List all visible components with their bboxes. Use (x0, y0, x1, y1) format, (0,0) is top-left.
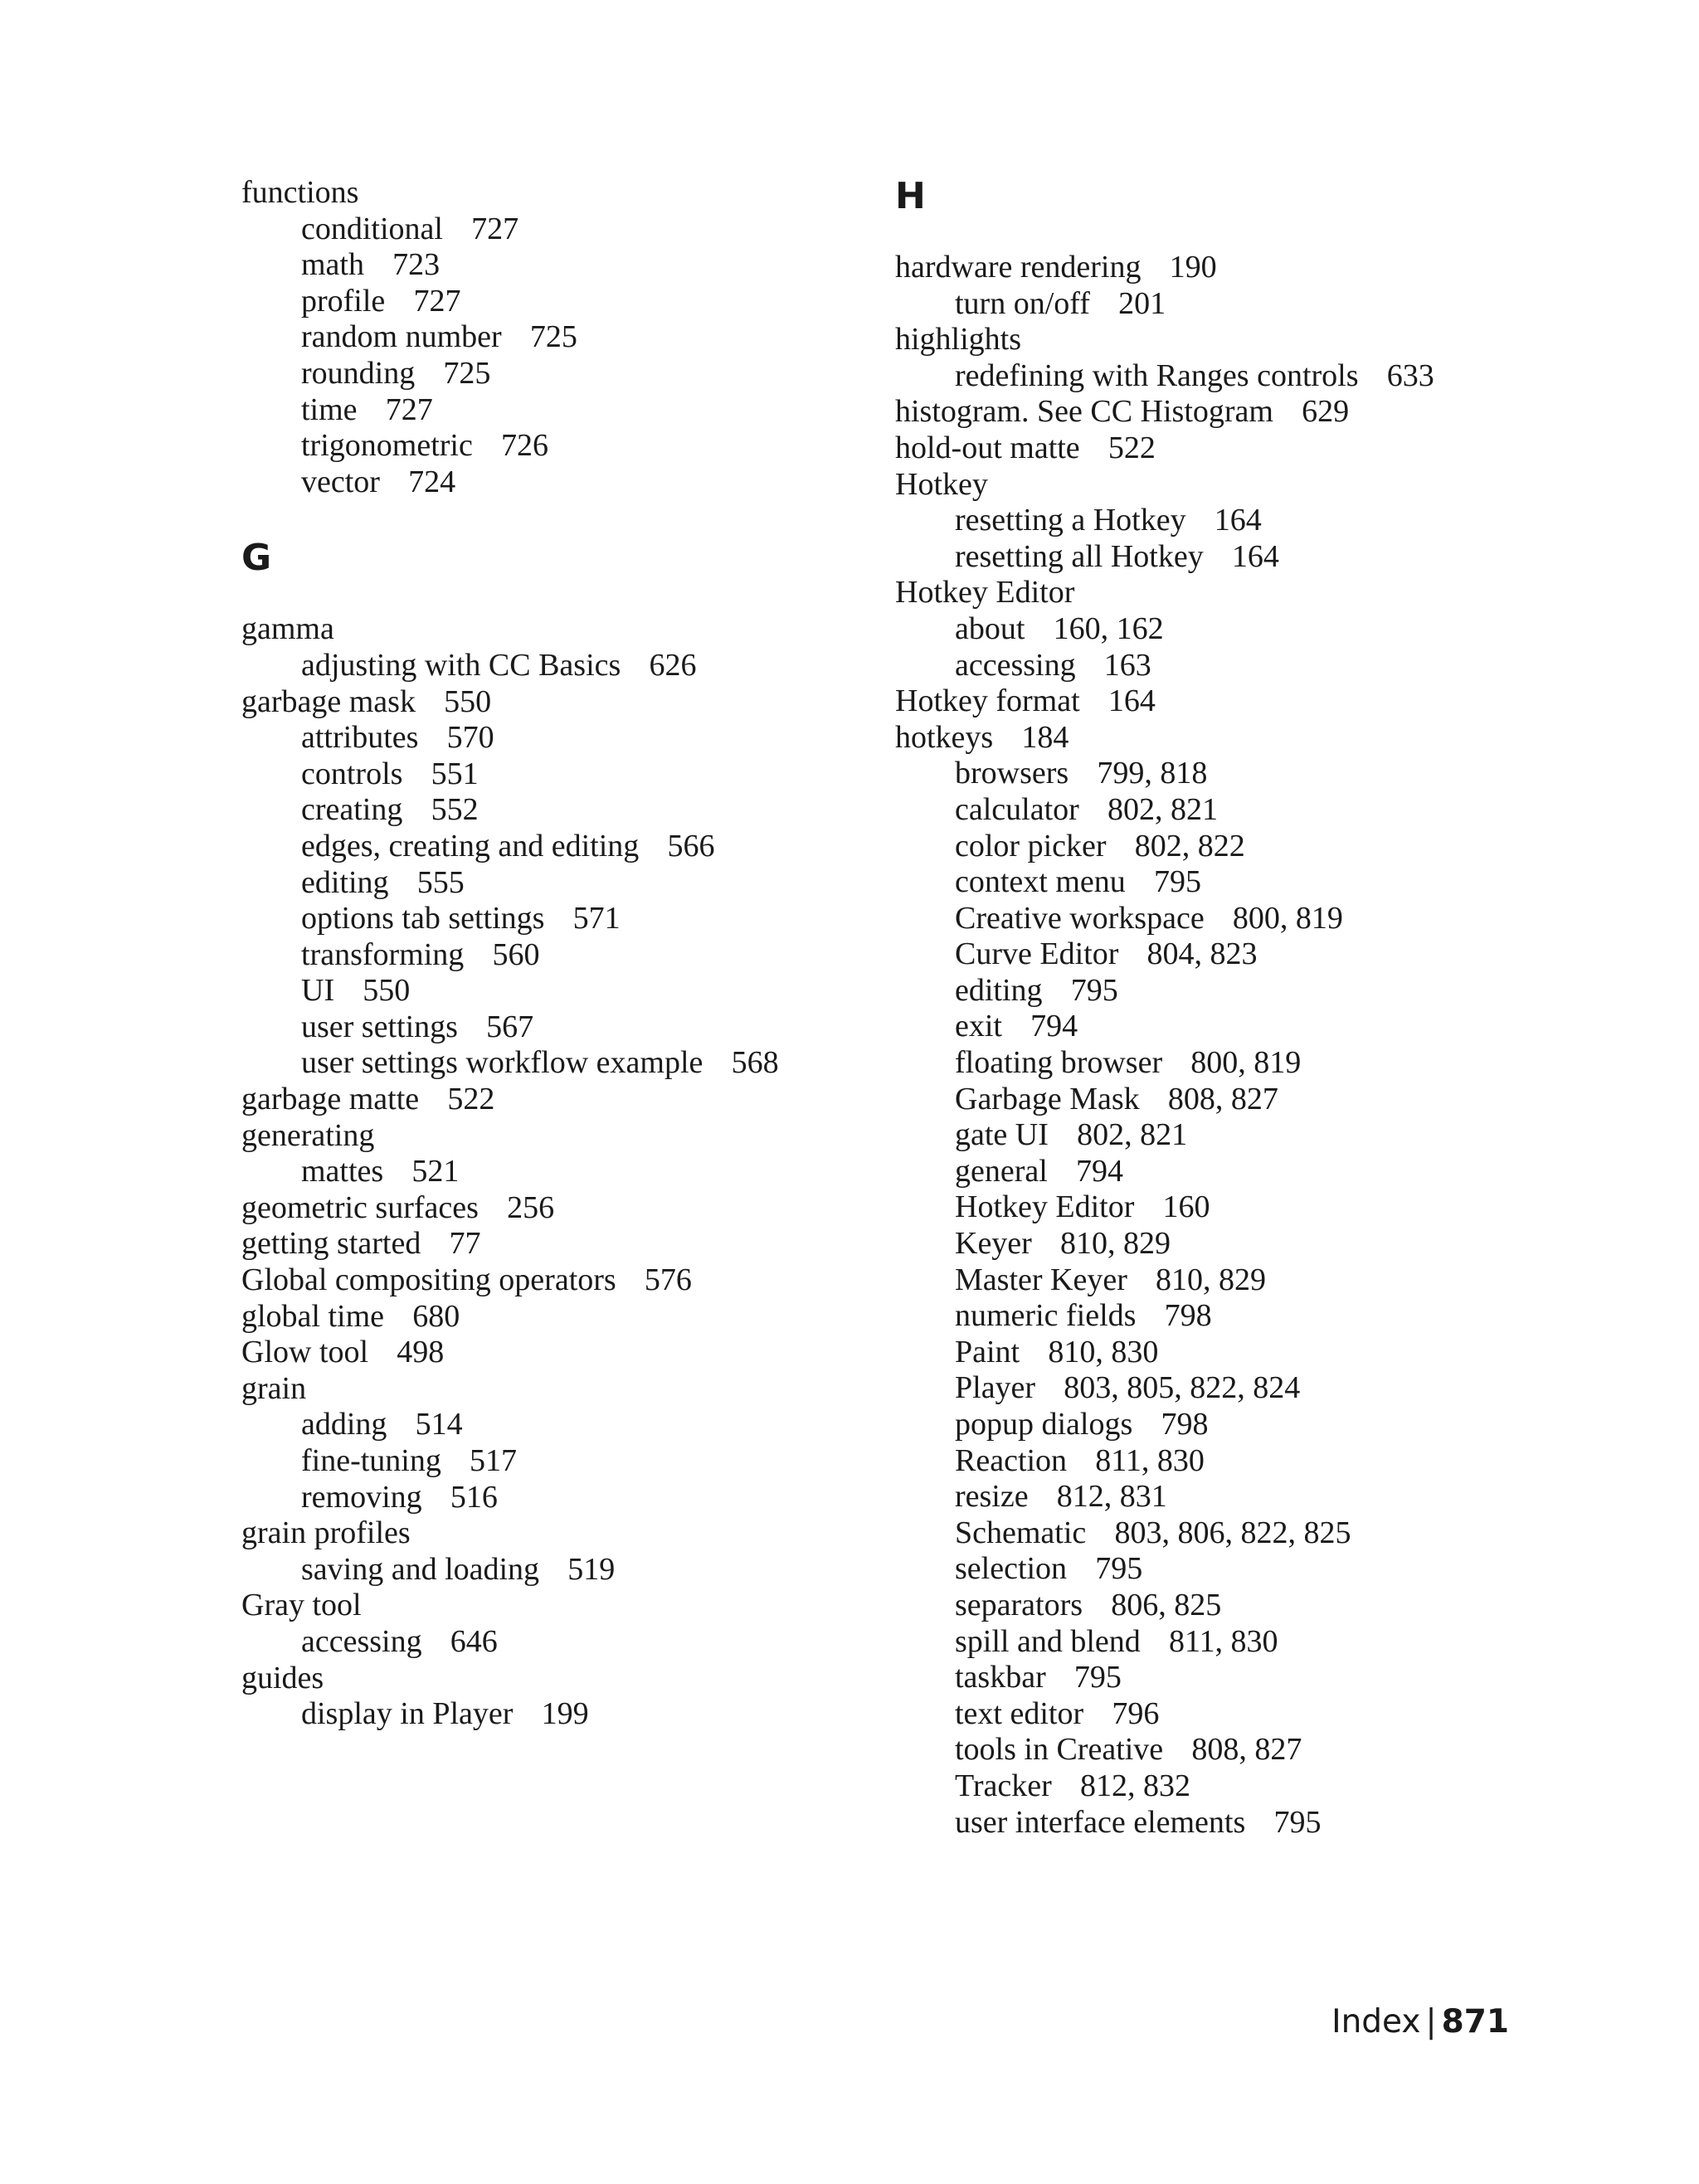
index-subentry (895, 358, 1526, 395)
entry-term: calculator (955, 791, 1079, 827)
entry-pages: 164 (1231, 538, 1279, 574)
entry-term: redefining with Ranges controls (955, 358, 1359, 393)
index-entry (895, 394, 1526, 430)
entry-pages: 190 (1169, 250, 1217, 285)
entry-term: accessing (301, 1623, 422, 1659)
entry-term: spill and blend (955, 1623, 1141, 1659)
entry-term: rounding (301, 355, 416, 391)
entry-pages: 726 (501, 428, 549, 464)
entry-term: edges, creating and editing (301, 828, 640, 863)
entry-pages: 522 (447, 1082, 495, 1117)
index-subentry (895, 973, 1526, 1009)
index-subentry (895, 829, 1526, 865)
entry-term: geometric surfaces (241, 1189, 479, 1225)
entry-term: math (301, 247, 364, 283)
entry-pages: 725 (443, 355, 491, 391)
entry-pages: 160, 162 (1053, 610, 1164, 646)
index-subentry (895, 1732, 1526, 1768)
index-subentry (895, 611, 1526, 648)
index-subentry (895, 539, 1526, 576)
index-entry (241, 175, 872, 212)
entry-pages: 812, 832 (1079, 1768, 1190, 1803)
entry-term: user settings workflow example (301, 1045, 703, 1081)
index-subentry (895, 756, 1526, 792)
entry-pages: 804, 823 (1146, 936, 1258, 972)
entry-term: trigonometric (301, 428, 473, 464)
index-subentry (895, 1189, 1526, 1226)
index-entry (241, 611, 872, 648)
entry-term: Creative workspace (955, 900, 1205, 936)
index-entry (241, 1226, 872, 1262)
entry-pages: 810, 830 (1048, 1334, 1159, 1369)
entry-term: random number (301, 319, 502, 355)
entry-pages: 794 (1076, 1153, 1123, 1189)
index-subentry (241, 392, 872, 429)
entry-term: user interface elements (955, 1804, 1246, 1840)
entry-term: guides (241, 1660, 324, 1695)
index-entries-g (241, 611, 872, 1732)
entry-term: Paint (955, 1334, 1020, 1369)
footer-label: Index (1331, 2003, 1421, 2041)
index-subentry (895, 1262, 1526, 1299)
index-subentry (241, 1552, 872, 1588)
entry-pages: 516 (450, 1479, 498, 1515)
index-subentry (895, 1624, 1526, 1661)
entry-pages: 522 (1108, 430, 1156, 465)
index-subentry (241, 284, 872, 320)
entry-pages: 811, 830 (1168, 1623, 1278, 1659)
index-subentry (241, 865, 872, 902)
entry-term: about (955, 610, 1025, 646)
entry-term: global time (241, 1298, 385, 1334)
entry-pages: 633 (1386, 358, 1434, 393)
entry-pages: 798 (1164, 1298, 1212, 1334)
entry-pages: 806, 825 (1111, 1587, 1222, 1622)
entry-term: creating (301, 792, 403, 828)
page-number: 871 (1441, 2003, 1509, 2041)
index-subentry (895, 1045, 1526, 1082)
entry-pages: 795 (1073, 1660, 1122, 1695)
entry-pages: 552 (431, 792, 479, 828)
entry-term: getting started (241, 1226, 421, 1262)
entry-pages: 160 (1162, 1189, 1210, 1225)
index-subentry (895, 1588, 1526, 1624)
index-subentry (241, 937, 872, 974)
entry-pages: 727 (471, 211, 519, 246)
entry-pages: 810, 829 (1060, 1226, 1171, 1262)
entry-term: resize (955, 1479, 1029, 1515)
entry-term: selection (955, 1551, 1068, 1587)
index-subentry (241, 1696, 872, 1733)
index-entry (241, 1588, 872, 1624)
index-entry (241, 1371, 872, 1408)
index-subentry (241, 1154, 872, 1190)
section-letter-g: G (241, 537, 272, 580)
index-entry (241, 1299, 872, 1335)
index-column-right (895, 175, 1526, 1841)
index-subentry (241, 1407, 872, 1443)
entry-term: adding (301, 1407, 387, 1442)
entry-term: mattes (301, 1154, 384, 1189)
index-subentry (241, 1009, 872, 1046)
page-footer (1331, 2003, 1509, 2041)
index-subentry (895, 936, 1526, 973)
entry-pages: 723 (392, 247, 441, 283)
entry-term: popup dialogs (955, 1407, 1133, 1442)
entry-pages: 800, 819 (1190, 1045, 1302, 1081)
entry-term: browsers (955, 756, 1069, 791)
entry-term: turn on/off (955, 285, 1090, 321)
entry-term: separators (955, 1587, 1083, 1622)
entry-pages: 803, 805, 822, 824 (1064, 1370, 1301, 1406)
entry-term: profile (301, 283, 386, 319)
entry-pages: 629 (1302, 394, 1350, 430)
entry-pages: 521 (411, 1154, 460, 1189)
footer-separator: | (1425, 2003, 1437, 2041)
entry-pages: 184 (1021, 719, 1069, 755)
entry-term: color picker (955, 828, 1107, 863)
index-subentry (895, 1117, 1526, 1154)
index-subentry (241, 319, 872, 356)
index-subentry (895, 1298, 1526, 1335)
entry-term: options tab settings (301, 901, 545, 936)
index-subentry (241, 829, 872, 865)
entry-pages: 498 (397, 1335, 445, 1370)
index-entries-functions (241, 175, 872, 500)
entry-term: Garbage Mask (955, 1081, 1140, 1116)
entry-term: Player (955, 1370, 1036, 1406)
entry-term: Keyer (955, 1226, 1032, 1262)
entry-term: conditional (301, 211, 443, 246)
entry-pages: 571 (572, 901, 621, 936)
entry-term: Curve Editor (955, 936, 1119, 972)
entry-pages: 550 (444, 683, 492, 719)
entry-term: grain (241, 1370, 307, 1406)
entry-pages: 798 (1161, 1407, 1209, 1442)
index-subentry (241, 1480, 872, 1516)
entry-pages: 568 (731, 1045, 779, 1081)
index-subentry (895, 286, 1526, 323)
index-entry (895, 575, 1526, 611)
index-subentry (241, 720, 872, 756)
entry-pages: 724 (408, 464, 456, 499)
entry-term: gamma (241, 611, 334, 647)
index-subentry (895, 1515, 1526, 1552)
index-entry (241, 1190, 872, 1227)
index-entry (895, 683, 1526, 720)
entry-term: fine-tuning (301, 1443, 441, 1478)
entry-pages: 519 (567, 1551, 616, 1587)
entry-pages: 626 (649, 647, 697, 683)
index-entries-h (895, 250, 1526, 1841)
entry-pages: 517 (470, 1443, 518, 1478)
entry-term: resetting a Hotkey (955, 503, 1186, 538)
entry-term: removing (301, 1479, 422, 1515)
entry-pages: 795 (1095, 1551, 1143, 1587)
entry-pages: 576 (644, 1262, 692, 1298)
entry-pages: 799, 818 (1097, 756, 1208, 791)
index-subentry (895, 648, 1526, 684)
index-subentry (895, 901, 1526, 937)
index-entry (241, 684, 872, 721)
entry-term: Glow tool (241, 1335, 369, 1370)
entry-pages: 514 (415, 1407, 463, 1442)
index-subentry (895, 1696, 1526, 1733)
entry-term: accessing (955, 647, 1076, 683)
entry-pages: 256 (507, 1189, 555, 1225)
entry-pages: 551 (431, 756, 479, 791)
index-subentry (241, 1045, 872, 1082)
entry-pages: 795 (1070, 972, 1118, 1008)
index-subentry (895, 1009, 1526, 1045)
index-subentry (241, 1443, 872, 1480)
index-subentry (895, 1370, 1526, 1407)
entry-pages: 796 (1112, 1695, 1160, 1731)
entry-pages: 803, 806, 822, 825 (1114, 1515, 1351, 1550)
entry-term: general (955, 1153, 1048, 1189)
index-entry (895, 720, 1526, 756)
index-subentry (895, 792, 1526, 829)
entry-term: vector (301, 464, 380, 499)
entry-pages: 567 (486, 1009, 534, 1044)
entry-term: hotkeys (895, 719, 994, 755)
entry-pages: 646 (450, 1623, 498, 1659)
entry-term: Hotkey format (895, 683, 1080, 719)
entry-term: exit (955, 1009, 1002, 1044)
entry-term: tools in Creative (955, 1732, 1164, 1768)
entry-pages: 566 (667, 828, 715, 863)
index-subentry (895, 1335, 1526, 1371)
index-subentry (241, 1624, 872, 1661)
entry-pages: 199 (541, 1696, 589, 1732)
entry-pages: 810, 829 (1156, 1262, 1267, 1297)
index-subentry (895, 864, 1526, 901)
index-subentry (241, 901, 872, 937)
index-subentry (241, 792, 872, 829)
entry-term: hold-out matte (895, 430, 1080, 465)
entry-pages: 802, 821 (1107, 791, 1218, 827)
entry-term: grain profiles (241, 1515, 411, 1551)
index-entry (241, 1118, 872, 1155)
index-subentry (895, 1226, 1526, 1262)
index-entry (241, 1082, 872, 1118)
entry-pages: 727 (385, 392, 433, 427)
entry-pages: 570 (446, 720, 494, 756)
entry-term: text editor (955, 1695, 1084, 1731)
index-subentry (895, 1407, 1526, 1443)
index-subentry (895, 1660, 1526, 1696)
entry-term: time (301, 392, 358, 427)
entry-pages: 201 (1118, 285, 1166, 321)
entry-term: Tracker (955, 1768, 1052, 1803)
index-entry (241, 1335, 872, 1371)
entry-term: Global compositing operators (241, 1262, 616, 1298)
entry-pages: 560 (492, 936, 540, 972)
entry-pages: 550 (363, 973, 411, 1009)
index-subentry (241, 428, 872, 465)
index-subentry (241, 756, 872, 793)
index-subentry (895, 1443, 1526, 1480)
entry-term: editing (955, 972, 1043, 1008)
entry-pages: 794 (1030, 1009, 1078, 1044)
entry-term: transforming (301, 936, 465, 972)
entry-pages: 802, 822 (1134, 828, 1245, 863)
entry-term: Hotkey Editor (895, 575, 1075, 610)
index-subentry (895, 1805, 1526, 1841)
entry-term: Hotkey Editor (955, 1189, 1135, 1225)
entry-term: garbage matte (241, 1082, 420, 1117)
entry-pages: 164 (1108, 683, 1156, 719)
entry-pages: 727 (413, 283, 461, 319)
entry-term: editing (301, 864, 389, 900)
entry-term: histogram. See CC Histogram (895, 394, 1273, 430)
entry-term: Schematic (955, 1515, 1087, 1550)
entry-term: garbage mask (241, 683, 416, 719)
index-entry (895, 430, 1526, 467)
entry-pages: 802, 821 (1077, 1117, 1188, 1153)
index-subentry (895, 1154, 1526, 1190)
section-letter-h: H (895, 175, 926, 217)
index-subentry (241, 212, 872, 248)
entry-pages: 163 (1103, 647, 1151, 683)
index-subentry (895, 1479, 1526, 1515)
entry-pages: 812, 831 (1056, 1479, 1167, 1515)
index-entry (241, 1515, 872, 1552)
index-entry (895, 250, 1526, 286)
index-entry (241, 1661, 872, 1697)
entry-term: Hotkey (895, 466, 988, 502)
entry-pages: 808, 827 (1191, 1732, 1302, 1768)
index-subentry (241, 648, 872, 684)
entry-term: functions (241, 175, 359, 210)
index-subentry (895, 1082, 1526, 1118)
entry-pages: 811, 830 (1095, 1442, 1205, 1478)
entry-term: Reaction (955, 1442, 1068, 1478)
entry-term: controls (301, 756, 403, 791)
entry-term: UI (301, 973, 335, 1009)
index-column-left (241, 175, 872, 1733)
entry-term: adjusting with CC Basics (301, 647, 621, 683)
entry-term: taskbar (955, 1660, 1046, 1695)
entry-term: Master Keyer (955, 1262, 1127, 1297)
index-entry (895, 322, 1526, 358)
entry-pages: 680 (412, 1298, 460, 1334)
entry-term: Gray tool (241, 1588, 362, 1623)
entry-term: saving and loading (301, 1551, 540, 1587)
entry-term: numeric fields (955, 1298, 1137, 1334)
index-subentry (895, 1768, 1526, 1805)
entry-pages: 164 (1214, 503, 1262, 538)
index-subentry (895, 1551, 1526, 1588)
entry-pages: 77 (449, 1226, 481, 1262)
entry-term: hardware rendering (895, 250, 1142, 285)
entry-pages: 808, 827 (1167, 1081, 1278, 1116)
entry-pages: 795 (1273, 1804, 1322, 1840)
entry-term: resetting all Hotkey (955, 538, 1204, 574)
entry-pages: 725 (529, 319, 577, 355)
index-subentry (241, 356, 872, 392)
index-entry (241, 1262, 872, 1299)
entry-pages: 555 (416, 864, 465, 900)
index-subentry (241, 247, 872, 284)
entry-pages: 800, 819 (1232, 900, 1343, 936)
index-entry (895, 467, 1526, 503)
entry-term: highlights (895, 322, 1022, 358)
index-subentry (895, 503, 1526, 539)
entry-term: gate UI (955, 1117, 1049, 1153)
entry-term: user settings (301, 1009, 458, 1044)
entry-pages: 795 (1153, 864, 1201, 900)
entry-term: floating browser (955, 1045, 1163, 1081)
entry-term: attributes (301, 720, 419, 756)
entry-term: context menu (955, 864, 1126, 900)
index-subentry (241, 973, 872, 1009)
entry-term: generating (241, 1117, 375, 1153)
index-subentry (241, 465, 872, 501)
entry-term: display in Player (301, 1696, 514, 1732)
